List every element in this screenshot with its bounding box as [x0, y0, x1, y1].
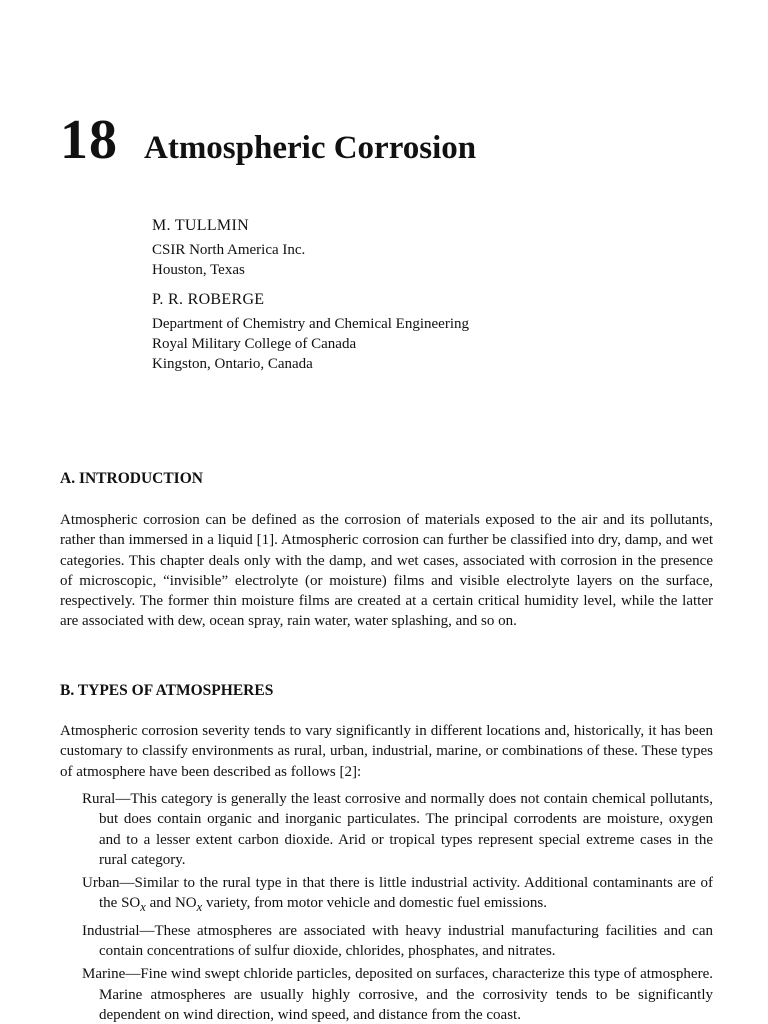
- atmosphere-type-term: Rural: [82, 791, 116, 807]
- author-affiliation-line: Royal Military College of Canada: [152, 336, 357, 352]
- atmosphere-type-term: Marine: [82, 966, 126, 983]
- author-block: [152, 216, 712, 280]
- section-heading-types: B. TYPES OF ATMOSPHERES: [60, 682, 274, 699]
- atmosphere-types-list: [82, 789, 713, 1024]
- author-name: M. TULLMIN: [152, 217, 249, 234]
- atmosphere-type-description: and NO: [145, 895, 197, 912]
- list-item: Rural—This category is generally the least corrosive and normally does not contain chemical pollutants, but does contain organic and inorganic particulates. The principal corrodents are moisture, oxygen and to a lesser extent carbon dioxide. Arid or tropical types represent special extreme cases in the rural category.: [82, 791, 713, 868]
- atmosphere-type-term: Urban: [82, 875, 120, 892]
- atmosphere-type-description: This category is generally the least corrosive and normally does not contain chemical pollutants, but does contain organic and inorganic particulates. The principal corrodents are moisture, oxygen and to a lesser extent carbon dioxide. Arid or tropical types represent special extreme cases in the rural category.: [99, 791, 713, 868]
- atmosphere-type-description: variety, from motor vehicle and domestic fuel emissions.: [202, 895, 547, 912]
- atmosphere-type-description: These atmospheres are associated with heavy industrial manufacturing facilities and can contain concentrations of sulfur dioxide, chlorides, phosphates, and nitrates.: [99, 922, 713, 960]
- atmosphere-type-description: Fine wind swept chloride particles, deposited on surfaces, characterize this type of atmosphere. Marine atmospheres are usually highly corrosive, and the corrosivity tends to be significantly dependent on wind direction, wind speed, and distance from the coast.: [99, 966, 713, 1023]
- author-affiliation-line: Kingston, Ontario, Canada: [152, 356, 313, 372]
- chapter-heading: [60, 109, 477, 171]
- author-block: [152, 290, 712, 374]
- list-item: Urban—Similar to the rural type in that there is little industrial activity. Additional contaminants are of the $SO_x$ and $NO_x$ variety, from motor vehicle and domestic fuel emissions.: [82, 875, 713, 915]
- author-affiliation-line: Department of Chemistry and Chemical Engineering: [152, 316, 469, 332]
- subscript: x: [196, 900, 203, 915]
- types-intro-paragraph: Atmospheric corrosion severity tends to vary significantly in different locations and, historically, it has been customary to classify environments as rural, urban, industrial, marine, or combinations of these. These types of atmosphere have been described as follows [2]:: [60, 723, 713, 780]
- author-list: [152, 216, 712, 374]
- list-item: Industrial—These atmospheres are associated with heavy industrial manufacturing facilities and can contain concentrations of sulfur dioxide, chlorides, phosphates, and nitrates.: [82, 922, 713, 960]
- list-item: Marine—Fine wind swept chloride particles, deposited on surfaces, characterize this type of atmosphere. Marine atmospheres are usually highly corrosive, and the corrosivity tends to be significantly dependent on wind direction, wind speed, and distance from the coast.: [82, 966, 713, 1023]
- atmosphere-type-term: Industrial: [82, 922, 140, 939]
- author-name: P. R. ROBERGE: [152, 291, 265, 308]
- subscript: x: [140, 900, 146, 915]
- author-affiliation-line: Houston, Texas: [152, 262, 245, 278]
- chapter-number: 18: [60, 109, 118, 171]
- section-heading-introduction: A. INTRODUCTION: [60, 470, 203, 487]
- chapter-title: Atmospheric Corrosion: [144, 130, 477, 166]
- author-affiliation-line: CSIR North America Inc.: [152, 242, 306, 258]
- introduction-paragraph: Atmospheric corrosion can be defined as the corrosion of materials exposed to the air and its pollutants, rather than immersed in a liquid [1]. Atmospheric corrosion can further be classified into dry, damp, and wet categories. This chapter deals only with the damp, and wet cases, associated with corrosion in the presence of microscopic, “invisible” electrolyte (or moisture) films and visible electrolyte layers on the surface, respectively. The former thin moisture films are created at a certain critical humidity level, while the latter are associated with dew, ocean spray, rain water, water splashing, and so on.: [60, 512, 713, 630]
- atmosphere-type-description: Similar to the rural type in that there is little industrial activity. Additional contaminants are of the SO: [99, 875, 713, 912]
